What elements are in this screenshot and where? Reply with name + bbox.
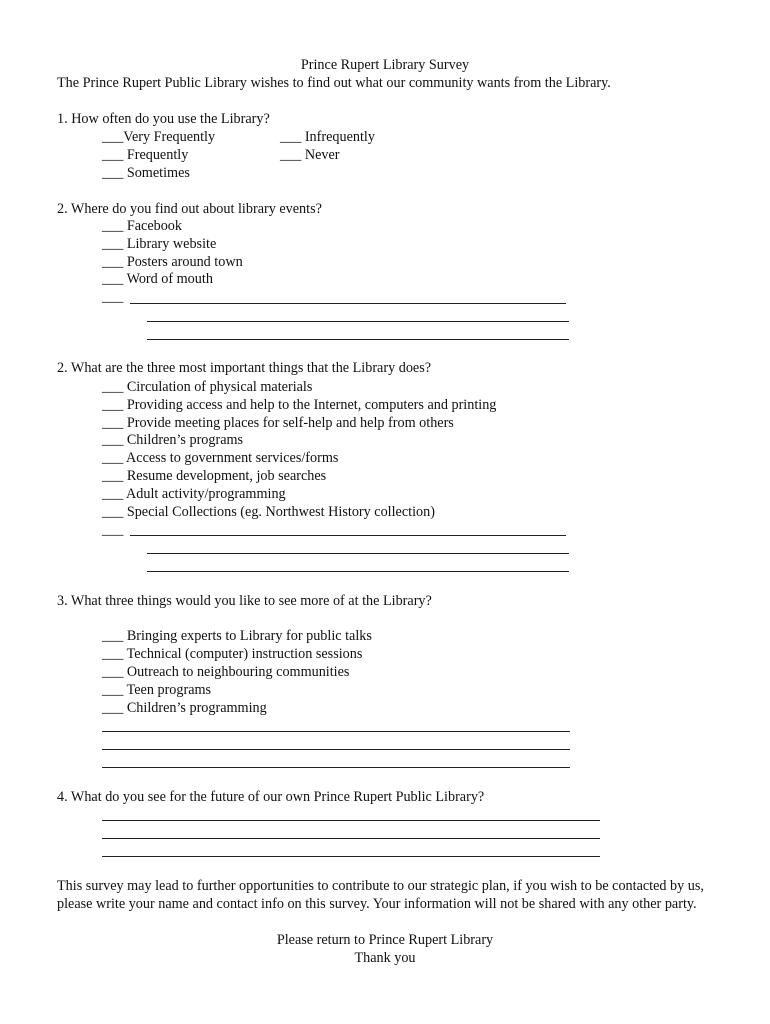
q3-option-special-collections[interactable]: ___ Special Collections (eg. Northwest History collection) [102, 504, 435, 520]
q3-option-meeting-places[interactable]: ___ Provide meeting places for self-help and help from others [102, 415, 454, 431]
q2-option-library-website[interactable]: ___ Library website [102, 236, 217, 252]
q3-option-internet-access[interactable]: ___ Providing access and help to the Internet, computers and printing [102, 397, 497, 413]
q3-write-in-line[interactable] [130, 535, 566, 536]
page-title: Prince Rupert Library Survey [300, 57, 470, 73]
q1-option-very-frequently[interactable]: ___Very Frequently [102, 129, 216, 145]
question-1: 1. How often do you use the Library? [57, 111, 270, 127]
q3-write-in-line[interactable] [147, 553, 569, 554]
q3-option-other[interactable]: ___ [102, 522, 124, 538]
q2-option-facebook[interactable]: ___ Facebook [102, 218, 182, 234]
q4-option-computer-instruction[interactable]: ___ Technical (computer) instruction sessions [102, 646, 363, 662]
q5-write-in-line[interactable] [102, 856, 600, 857]
q2-option-posters[interactable]: ___ Posters around town [102, 254, 243, 270]
q3-option-childrens-programs[interactable]: ___ Children’s programs [102, 432, 244, 448]
q4-write-in-line[interactable] [102, 767, 570, 768]
q5-write-in-line[interactable] [102, 838, 600, 839]
q2-write-in-line[interactable] [130, 303, 566, 304]
q1-option-infrequently[interactable]: ___ Infrequently [280, 129, 375, 145]
q5-write-in-line[interactable] [102, 820, 600, 821]
q3-write-in-line[interactable] [147, 571, 569, 572]
question-4: 3. What three things would you like to see more of at the Library? [57, 593, 432, 609]
question-2: 2. Where do you find out about library events? [57, 201, 322, 217]
q2-option-word-of-mouth[interactable]: ___ Word of mouth [102, 271, 213, 287]
q4-option-outreach[interactable]: ___ Outreach to neighbouring communities [102, 664, 350, 680]
q4-option-teen-programs[interactable]: ___ Teen programs [102, 682, 212, 698]
q3-option-government-services[interactable]: ___ Access to government services/forms [102, 450, 339, 466]
return-instruction: Please return to Prince Rupert Library [276, 932, 494, 948]
q4-option-childrens-programming[interactable]: ___ Children’s programming [102, 700, 267, 716]
q1-option-never[interactable]: ___ Never [280, 147, 340, 163]
q3-option-circulation[interactable]: ___ Circulation of physical materials [102, 379, 313, 395]
question-3: 2. What are the three most important things that the Library does? [57, 360, 432, 376]
footer-note: This survey may lead to further opportunities to contribute to our strategic plan, if you wish to be contacted by us, please write your name and contact info on this survey. Your information will not be shared with any other party. [57, 878, 704, 912]
thank-you: Thank you [354, 950, 416, 966]
q2-write-in-line[interactable] [147, 321, 569, 322]
q4-write-in-line[interactable] [102, 749, 570, 750]
q2-write-in-line[interactable] [147, 339, 569, 340]
q1-option-frequently[interactable]: ___ Frequently [102, 147, 189, 163]
q1-option-sometimes[interactable]: ___ Sometimes [102, 165, 190, 181]
q3-option-resume-development[interactable]: ___ Resume development, job searches [102, 468, 327, 484]
intro-text: The Prince Rupert Public Library wishes to find out what our community wants from the Library. [57, 75, 611, 91]
q2-option-other[interactable]: ___ [102, 289, 124, 305]
q3-option-adult-programming[interactable]: ___ Adult activity/programming [102, 486, 286, 502]
q4-option-expert-talks[interactable]: ___ Bringing experts to Library for public talks [102, 628, 372, 644]
q4-write-in-line[interactable] [102, 731, 570, 732]
question-5: 4. What do you see for the future of our own Prince Rupert Public Library? [57, 789, 485, 805]
